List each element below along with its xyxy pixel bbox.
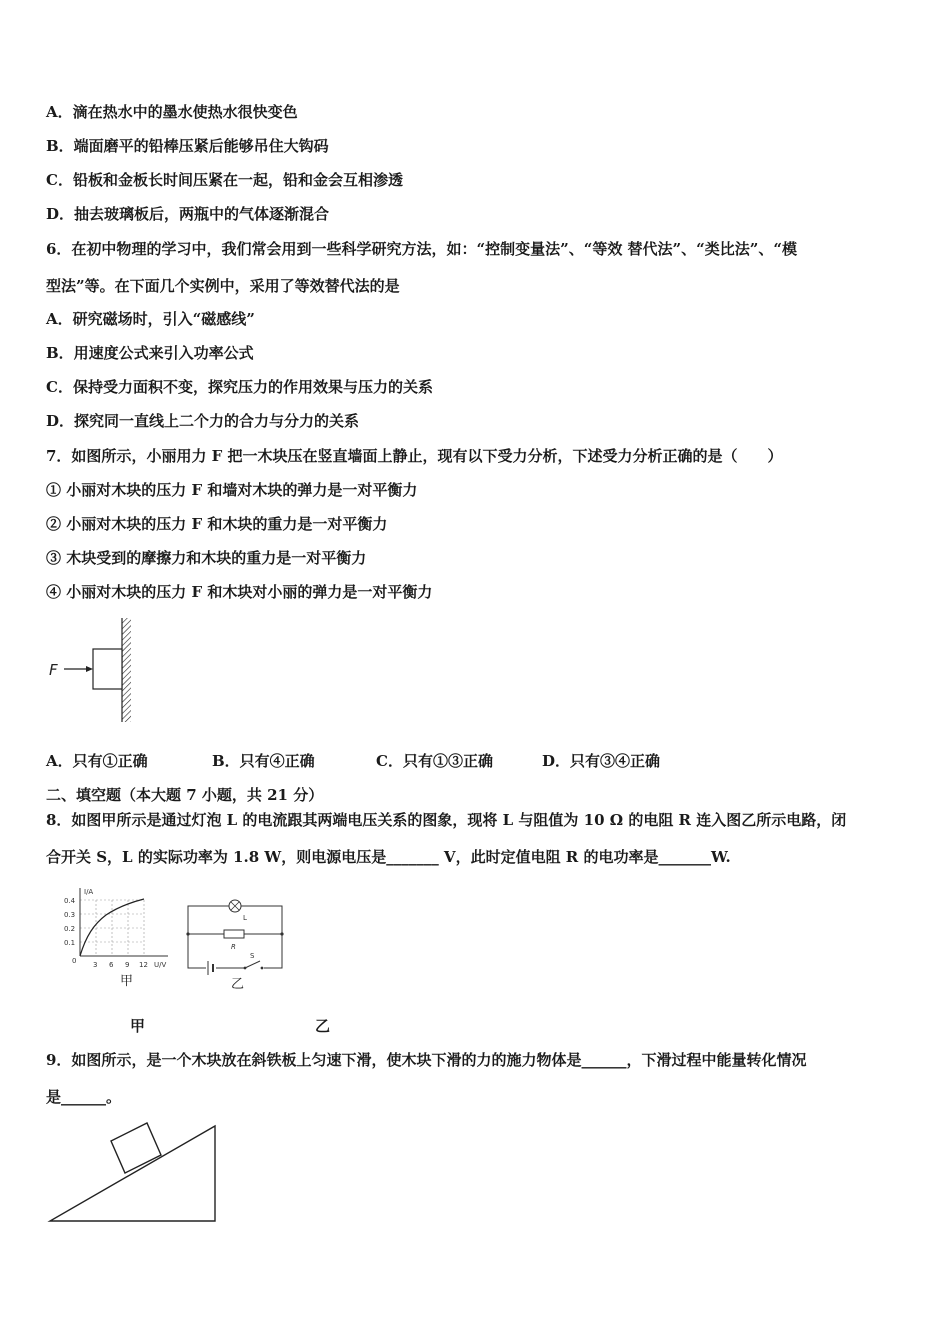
graph-ytick: 0 bbox=[72, 957, 77, 965]
q5-option-d: D．抽去玻璃板后，两瓶中的气体逐渐混合 bbox=[46, 205, 330, 223]
q7-stem: 7．如图所示，小丽用力 F 把一木块压在竖直墙面上静止，现有以下受力分析，下述受力分析正确的是（ ） bbox=[46, 447, 783, 465]
resistor-symbol bbox=[224, 930, 244, 938]
q6-option-c: C．保持受力面积不变，探究压力的作用效果与压力的关系 bbox=[46, 378, 433, 396]
iu-curve bbox=[80, 899, 144, 956]
wood-block bbox=[93, 649, 122, 689]
q8-caption-yi: 乙 bbox=[315, 1017, 331, 1035]
graph-xtick: 6 bbox=[109, 961, 114, 969]
q6-option-b: B．用速度公式来引入功率公式 bbox=[46, 344, 254, 362]
q9-incline-figure bbox=[44, 1115, 224, 1227]
force-arrowhead bbox=[86, 666, 93, 672]
q7-option-b: B．只有④正确 bbox=[212, 752, 315, 770]
q8-circuit bbox=[180, 892, 290, 992]
q6-option-a: A．研究磁场时，引入“磁感线” bbox=[46, 310, 255, 328]
q7-option-a: A．只有①正确 bbox=[46, 752, 148, 770]
sliding-block bbox=[111, 1123, 161, 1173]
q7-statement-3: ③ 木块受到的摩擦力和木块的重力是一对平衡力 bbox=[46, 549, 367, 567]
q7-wall-block-figure bbox=[44, 616, 144, 724]
q9-stem-line2: 是______。 bbox=[46, 1088, 122, 1106]
q7-statement-2: ② 小丽对木块的压力 F 和木块的重力是一对平衡力 bbox=[46, 515, 388, 533]
q5-option-c: C．铅板和金板长时间压紧在一起，铅和金会互相渗透 bbox=[46, 171, 403, 189]
q8-stem-line2: 合开关 S，L 的实际功率为 1.8 W，则电源电压是_______ V，此时定值电阻 R 的电功率是_______W. bbox=[46, 848, 731, 866]
q5-option-a: A．滴在热水中的墨水使热水很快变色 bbox=[46, 103, 298, 121]
resistor-label: R bbox=[231, 943, 236, 951]
q5-option-b: B．端面磨平的铅棒压紧后能够吊住大钩码 bbox=[46, 137, 329, 155]
graph-xtick: 9 bbox=[125, 961, 130, 969]
q8-caption-jia: 甲 bbox=[130, 1017, 146, 1035]
q8-stem-line1: 8．如图甲所示是通过灯泡 L 的电流跟其两端电压关系的图象，现将 L 与阻值为 10 Ω 的电阻 R 连入图乙所示电路，闭 bbox=[46, 811, 847, 829]
force-label: F bbox=[49, 661, 58, 679]
graph-ytick: 0.1 bbox=[64, 939, 76, 947]
graph-xtick: 12 bbox=[139, 961, 148, 969]
q6-stem-line2: 型法”等。在下面几个实例中，采用了等效替代法的是 bbox=[46, 277, 400, 295]
q7-option-c: C．只有①③正确 bbox=[376, 752, 493, 770]
graph-ytick: 0.4 bbox=[64, 897, 76, 905]
graph-caption: 甲 bbox=[120, 974, 134, 989]
graph-xlabel: U/V bbox=[154, 961, 167, 969]
q7-statement-4: ④ 小丽对木块的压力 F 和木块对小丽的弹力是一对平衡力 bbox=[46, 583, 433, 601]
q7-statement-1: ① 小丽对木块的压力 F 和墙对木块的弹力是一对平衡力 bbox=[46, 481, 418, 499]
graph-ytick: 0.3 bbox=[64, 911, 76, 919]
wall-hatch bbox=[122, 618, 131, 722]
q7-option-d: D．只有③④正确 bbox=[542, 752, 661, 770]
circuit-caption: 乙 bbox=[231, 977, 245, 992]
switch-label: S bbox=[250, 952, 255, 960]
graph-ylabel: I/A bbox=[84, 888, 94, 896]
q6-option-d: D．探究同一直线上二个力的合力与分力的关系 bbox=[46, 412, 360, 430]
lamp-label: L bbox=[243, 914, 247, 922]
graph-xtick: 3 bbox=[93, 961, 98, 969]
graph-ytick: 0.2 bbox=[64, 925, 76, 933]
q8-iu-graph bbox=[58, 884, 178, 990]
section2-heading: 二、填空题（本大题 7 小题，共 21 分） bbox=[46, 786, 324, 804]
q6-stem-line1: 6．在初中物理的学习中，我们常会用到一些科学研究方法，如：“控制变量法”、“等效 替代法”、“类比法”、“模 bbox=[46, 240, 798, 258]
q9-stem-line1: 9．如图所示，是一个木块放在斜铁板上匀速下滑，使木块下滑的力的施力物体是______，下滑过程中能量转化情况 bbox=[46, 1051, 807, 1069]
